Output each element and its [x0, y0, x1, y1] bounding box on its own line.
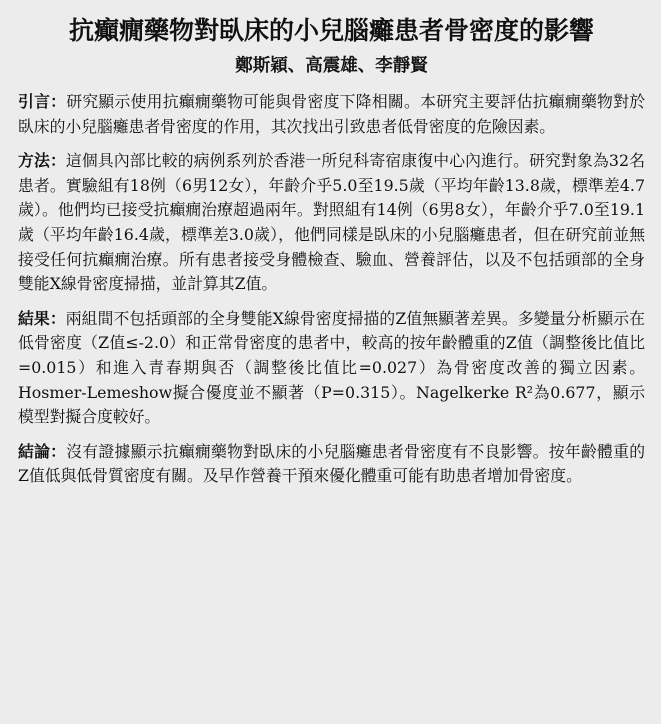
section-label-results: 結果： [18, 308, 66, 328]
article-title: 抗癲癇藥物對臥床的小兒腦癱患者骨密度的影響 [68, 16, 594, 45]
section-methods [18, 149, 645, 297]
section-label-intro: 引言： [18, 92, 67, 111]
author-list: 鄭斯穎、高震雄、李靜賢 [235, 56, 428, 76]
section-label-methods: 方法： [18, 151, 66, 171]
section-text-intro: 研究顯示使用抗癲癇藥物可能與骨密度下降相關。本研究主要評估抗癲癇藥物對於臥床的小兒腦癱患者骨密度的作用，其次找出引致患者低骨密度的危險因素。 [18, 92, 645, 136]
section-label-conclusion: 結論： [18, 441, 67, 461]
section-conclusion [18, 440, 645, 489]
section-intro [18, 90, 645, 139]
section-results [18, 307, 645, 430]
section-text-methods: 這個具內部比較的病例系列於香港一所兒科寄宿康復中心內進行。研究對象為32名患者。實驗組有18例（6男12女），年齡介乎5.0至19.5歲（平均年齡13.8歲，標準差4.7歲）。他們均已接受抗癲癇治療超過兩年。對照組有14例（6男8女），年齡介乎7.0至19.1歲（平均年齡16.4歲，標準差3.0歲），他們同樣是臥床的小兒腦癱患者，但在研究前並無接受任何抗癲癇治療。所有患者接受身體檢查、驗血、營養評估，以及不包括頭部的全身雙能X線骨密度掃描，並計算其Z值。 [18, 151, 645, 294]
section-text-results: 兩組間不包括頭部的全身雙能X線骨密度掃描的Z值無顯著差異。多變量分析顯示在低骨密度（Z值≤-2.0）和正常骨密度的患者中，較高的按年齡體重的Z值（調整後比值比=0.015）和進入青春期與否（調整後比值比=0.027）為骨密度改善的獨立因素。Hosmer-Lemeshow擬合優度並不顯著（P=0.315）。Nagelkerke R²為0.677，顯示模型對擬合度較好。 [18, 308, 645, 427]
section-text-conclusion: 沒有證據顯示抗癲癇藥物對臥床的小兒腦癱患者骨密度有不良影響。按年齡體重的Z值低與低骨質密度有關。及早作營養干預來優化體重可能有助患者增加骨密度。 [18, 441, 645, 486]
